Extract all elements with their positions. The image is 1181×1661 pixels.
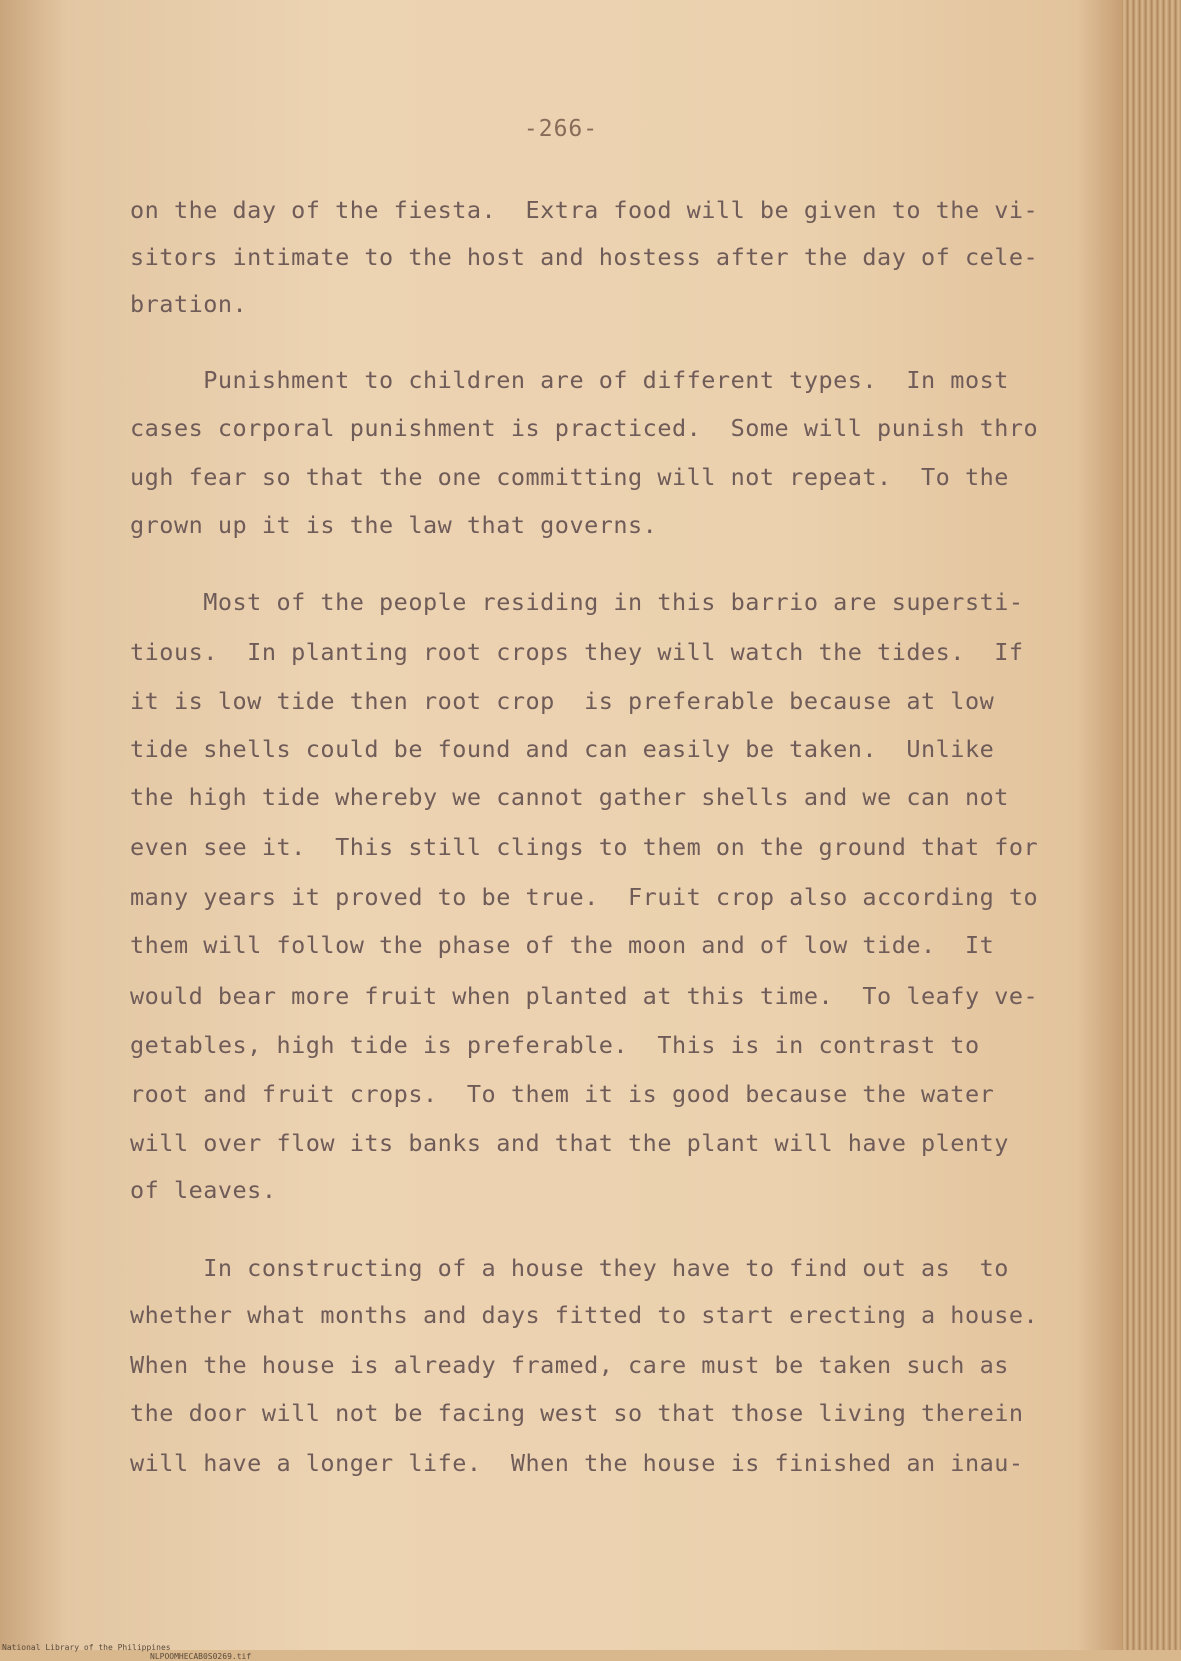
text-line: getables, high tide is preferable. This is in contrast to (130, 1031, 980, 1059)
text-line: sitors intimate to the host and hostess after the day of cele- (130, 243, 1039, 271)
page-number: -266- (523, 116, 599, 142)
footer-file-id: NLPOOMHECAB0S0269.tif (150, 1652, 252, 1661)
text-line: bration. (130, 290, 248, 318)
text-line: When the house is already framed, care must be taken such as (130, 1351, 1009, 1379)
text-line: Punishment to children are of different types. In most (130, 366, 1009, 394)
scan-footer (0, 1634, 252, 1661)
text-line: In constructing of a house they have to find out as to (130, 1254, 1009, 1282)
text-line: will over flow its banks and that the plant will have plenty (130, 1129, 1009, 1157)
text-line: them will follow the phase of the moon and of low tide. It (130, 931, 995, 959)
text-line: on the day of the fiesta. Extra food will be given to the vi- (130, 196, 1039, 224)
text-line: tide shells could be found and can easily be taken. Unlike (130, 735, 995, 763)
text-line: Most of the people residing in this barrio are supersti- (130, 588, 1024, 616)
text-line: will have a longer life. When the house is finished an inau- (130, 1449, 1024, 1477)
text-line: of leaves. (130, 1176, 277, 1204)
page-edges (1122, 0, 1181, 1650)
text-line: it is low tide then root crop is preferable because at low (130, 687, 995, 715)
text-line: root and fruit crops. To them it is good because the water (130, 1080, 995, 1108)
text-line: the high tide whereby we cannot gather shells and we can not (130, 783, 1009, 811)
text-line: the door will not be facing west so that those living therein (130, 1399, 1024, 1427)
footer-institution: National Library of the Philippines (2, 1643, 171, 1652)
text-line: ugh fear so that the one committing will not repeat. To the (130, 463, 1009, 491)
text-line: grown up it is the law that governs. (130, 511, 658, 539)
text-line: cases corporal punishment is practiced. Some will punish thro (130, 414, 1039, 442)
text-line: tious. In planting root crops they will watch the tides. If (130, 638, 1024, 666)
text-line: even see it. This still clings to them on the ground that for (130, 833, 1039, 861)
text-line: would bear more fruit when planted at this time. To leafy ve- (130, 982, 1039, 1010)
text-line: many years it proved to be true. Fruit crop also according to (130, 883, 1039, 911)
text-line: whether what months and days fitted to start erecting a house. (130, 1301, 1039, 1329)
